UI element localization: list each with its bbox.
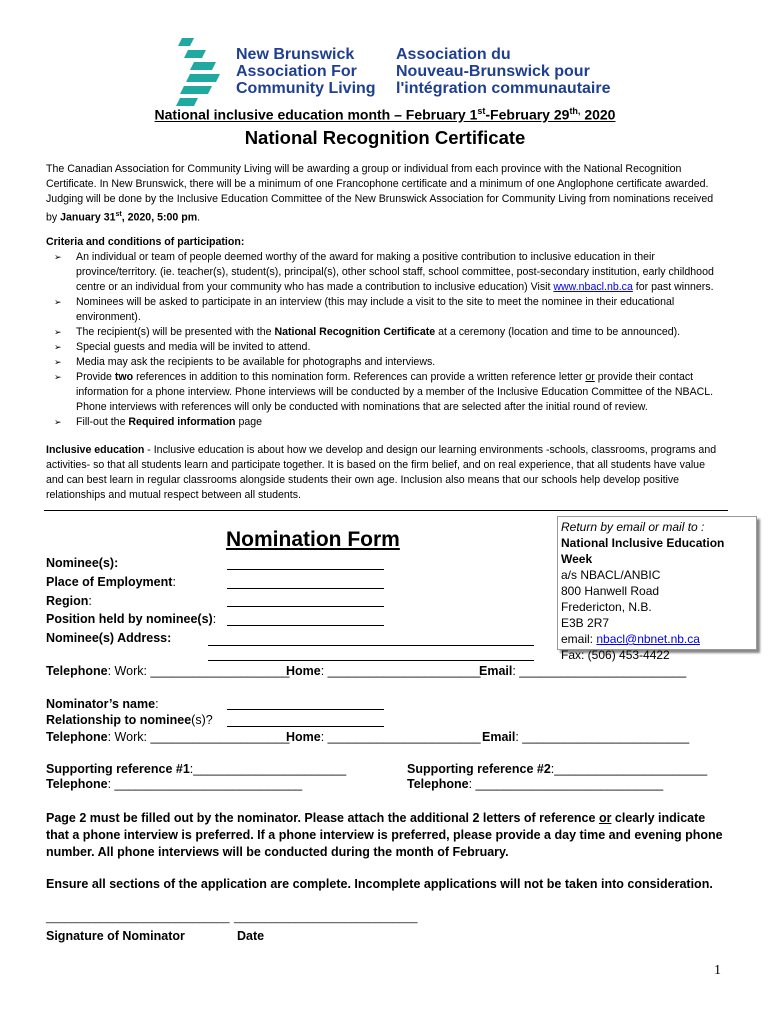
logo-text-english bbox=[236, 46, 376, 97]
criteria-heading: Criteria and conditions of participation: bbox=[46, 236, 245, 248]
label-text: Relationship to nominee bbox=[46, 713, 192, 727]
colon: : bbox=[88, 594, 92, 608]
label-text: Supporting reference #2 bbox=[407, 762, 551, 776]
return-title: National Inclusive Education Week bbox=[561, 536, 725, 566]
reference-2-field[interactable]: :______________________ bbox=[550, 762, 708, 776]
website-link[interactable]: www.nbacl.nb.ca bbox=[553, 281, 633, 293]
page2-note bbox=[46, 810, 726, 861]
return-line: E3B 2R7 bbox=[561, 616, 610, 630]
email-label: email: bbox=[561, 632, 597, 646]
list-item bbox=[46, 415, 724, 430]
criteria-list bbox=[46, 250, 724, 430]
list-item: ➢ Nominees will be asked to participate in an interview (this may include a visit to the site to meet the nominee in their educational environment). bbox=[46, 295, 724, 325]
signature-line[interactable]: ______________________________ bbox=[46, 912, 230, 924]
item-text: provide their contact information for a phone interview. Phone interviews will be conducted by a member of the Inclusive Education Committee of the NBACL. Phone interviews with references will only be conducted with nominations that are selected after the initial round of review. bbox=[76, 371, 714, 413]
list-item bbox=[46, 325, 724, 340]
nominator-telephone-row bbox=[46, 730, 289, 744]
logo-line: Nouveau-Brunswick pour bbox=[396, 63, 590, 80]
item-text: for past winners. bbox=[632, 281, 714, 293]
logo-line: Community Living bbox=[236, 80, 376, 97]
colon: : bbox=[155, 697, 159, 711]
note-text: clearly indicate that a phone interview is preferred. If a phone interview is preferred, please provide a day time and evening phone number. All phone interviews will be conducted during the month of February. bbox=[46, 811, 723, 859]
nominees-field[interactable] bbox=[227, 569, 384, 570]
place-field[interactable] bbox=[227, 588, 384, 589]
deadline-sup: st bbox=[115, 211, 122, 218]
intro-text: The Canadian Association for Community Living will be awarding a group or individual from each province with the National Recognition Certificate. In New Brunswick, there will be a minimum of one Francophone certificate and a minimum of one Anglophone certificate awarded. Judging will be done by the Inclusive Education Committee of the New Brunswick Association for Community Living from nominations received by bbox=[46, 163, 714, 224]
label-text: Region bbox=[46, 594, 89, 608]
reference-1-telephone-row bbox=[46, 777, 302, 791]
date-line[interactable]: ______________________________ bbox=[234, 912, 418, 924]
return-fax: Fax: (506) 453-4422 bbox=[561, 648, 670, 662]
return-line: a/s NBACL/ANBIC bbox=[561, 568, 661, 582]
label-text: Home bbox=[286, 730, 321, 744]
list-item bbox=[46, 370, 724, 415]
divider bbox=[44, 510, 728, 511]
item-text: Provide bbox=[76, 371, 115, 383]
month-sup: th, bbox=[569, 106, 581, 116]
nominator-home-row bbox=[286, 730, 481, 744]
relationship-field[interactable] bbox=[227, 726, 384, 727]
label-text: Supporting reference #1 bbox=[46, 762, 190, 776]
relationship-label bbox=[46, 713, 213, 727]
logo-text-french bbox=[396, 46, 611, 97]
month-heading bbox=[0, 106, 770, 123]
nominator-name-label bbox=[46, 697, 159, 711]
address-field-2[interactable] bbox=[208, 660, 534, 661]
position-label bbox=[46, 612, 216, 626]
month-text: National inclusive education month – February 1 bbox=[154, 106, 478, 123]
date-label: Date bbox=[237, 929, 265, 943]
label-text: Place of Employment bbox=[46, 575, 173, 589]
page-number: 1 bbox=[714, 963, 721, 978]
work-label: : Work: bbox=[107, 664, 151, 678]
deadline: , 2020, 5:00 pm bbox=[121, 211, 198, 224]
list-item: ➢ Special guests and media will be invited to attend. bbox=[46, 340, 724, 355]
work-label: : Work: bbox=[107, 730, 151, 744]
label-text: Position held by nominee(s) bbox=[46, 612, 213, 626]
return-line: Fredericton, N.B. bbox=[561, 600, 652, 614]
return-intro: Return by email or mail to : bbox=[561, 520, 705, 534]
logo-line: Association du bbox=[396, 46, 511, 63]
item-text: page bbox=[235, 416, 263, 428]
region-field[interactable] bbox=[227, 606, 384, 607]
label-text: Nominator’s name bbox=[46, 697, 156, 711]
item-bold: National Recognition Certificate bbox=[274, 326, 436, 338]
note-underline: or bbox=[598, 811, 612, 825]
item-text: An individual or team of people deemed worthy of the award for making a positive contribution to inclusive education in their province/territory. (ie. teacher(s), student(s), principal(s), other school staff, school committee, post-secondary institution, early childhood centre or an individual from your community who has made a contribution to inclusive education) Visit bbox=[76, 251, 714, 293]
logo-line: New Brunswick bbox=[236, 46, 355, 63]
reference-2-telephone-row bbox=[407, 777, 663, 791]
email-link[interactable]: nbacl@nbnet.nb.ca bbox=[596, 632, 700, 646]
form-title: Nomination Form bbox=[226, 528, 400, 551]
label-text: Telephone bbox=[46, 730, 108, 744]
criteria-section bbox=[46, 235, 724, 430]
intro-end: . bbox=[197, 211, 201, 224]
inclusive-text: - Inclusive education is about how we develop and design our learning environments -schools, classrooms, programs and activities- so that all students learn and participate together. It is based on the firm belief, and on real experience, that all students have value and can best learn in regular classrooms alongside students their own age. Inclusion also means that our schools help develop positive relationships and mutual respect between all students. bbox=[46, 444, 717, 501]
item-text: The recipient(s) will be presented with the bbox=[76, 326, 275, 338]
intro-paragraph bbox=[46, 162, 724, 226]
item-bold: two bbox=[114, 371, 134, 383]
month-text: -February 29 bbox=[485, 106, 570, 123]
home-field[interactable]: : ______________________ bbox=[320, 730, 481, 744]
work-field[interactable]: ____________________ bbox=[150, 664, 290, 678]
label-text: Telephone bbox=[407, 777, 469, 791]
list-item: ➢ Media may ask the recipients to be available for photographs and interviews. bbox=[46, 355, 724, 370]
email-field[interactable]: : ________________________ bbox=[512, 664, 687, 678]
address-field-1[interactable] bbox=[208, 645, 534, 646]
region-label bbox=[46, 594, 92, 608]
logo-line: Association For bbox=[236, 63, 357, 80]
reference-1-row bbox=[46, 762, 346, 776]
colon: : bbox=[212, 612, 217, 626]
label-text: Email bbox=[479, 664, 513, 678]
note-text: . Please attach the additional 2 letters of reference bbox=[297, 811, 599, 825]
label-text: Telephone bbox=[46, 777, 108, 791]
signature-label: Signature of Nominator bbox=[46, 929, 185, 943]
place-label bbox=[46, 575, 176, 589]
label-text: Home bbox=[286, 664, 321, 678]
nominator-email-row bbox=[482, 730, 689, 744]
list-item bbox=[46, 250, 724, 295]
label-text: Telephone bbox=[46, 664, 108, 678]
return-email bbox=[561, 631, 756, 647]
address-label: Nominee(s) Address: bbox=[46, 631, 172, 645]
nominee-email-row bbox=[479, 664, 686, 678]
colon: : bbox=[172, 575, 176, 589]
inclusive-paragraph bbox=[46, 443, 724, 503]
reference-2-row bbox=[407, 762, 707, 776]
note-text: Page 2 must be filled out by the nominator bbox=[46, 811, 298, 825]
nominee-telephone-row bbox=[46, 664, 289, 678]
label-text: Email bbox=[482, 730, 516, 744]
page-title: National Recognition Certificate bbox=[244, 127, 526, 148]
label-paren: (s)? bbox=[191, 713, 213, 727]
home-field[interactable]: : ______________________ bbox=[320, 664, 481, 678]
item-underline: or bbox=[585, 371, 595, 383]
item-bold: Required information bbox=[128, 416, 236, 428]
logo-icon bbox=[176, 36, 228, 108]
email-field[interactable]: : ________________________ bbox=[515, 730, 690, 744]
reference-1-telephone-field[interactable]: : ___________________________ bbox=[107, 777, 303, 791]
item-text: at a ceremony (location and time to be announced). bbox=[435, 326, 681, 338]
nominator-name-field[interactable] bbox=[227, 709, 384, 710]
nominees-label: Nominee(s): bbox=[46, 556, 119, 570]
month-sup: st bbox=[477, 106, 486, 116]
reference-2-telephone-field[interactable]: : ___________________________ bbox=[468, 777, 664, 791]
inclusive-heading: Inclusive education bbox=[46, 444, 145, 456]
ensure-note: Ensure all sections of the application are complete. Incomplete applications will not be taken into consideration. bbox=[46, 877, 713, 891]
nominee-home-row bbox=[286, 664, 481, 678]
return-address-box bbox=[557, 516, 757, 662]
reference-1-field[interactable]: :______________________ bbox=[189, 762, 347, 776]
month-text: 2020 bbox=[580, 106, 616, 123]
return-line: 800 Hanwell Road bbox=[561, 584, 660, 598]
deadline: January 31 bbox=[60, 211, 116, 224]
work-field[interactable]: ____________________ bbox=[150, 730, 290, 744]
item-text: Fill-out the bbox=[76, 416, 129, 428]
logo-line: l'intégration communautaire bbox=[396, 80, 611, 97]
item-text: references in addition to this nomination form. References can provide a written reference letter bbox=[133, 371, 586, 383]
position-field[interactable] bbox=[227, 625, 384, 626]
